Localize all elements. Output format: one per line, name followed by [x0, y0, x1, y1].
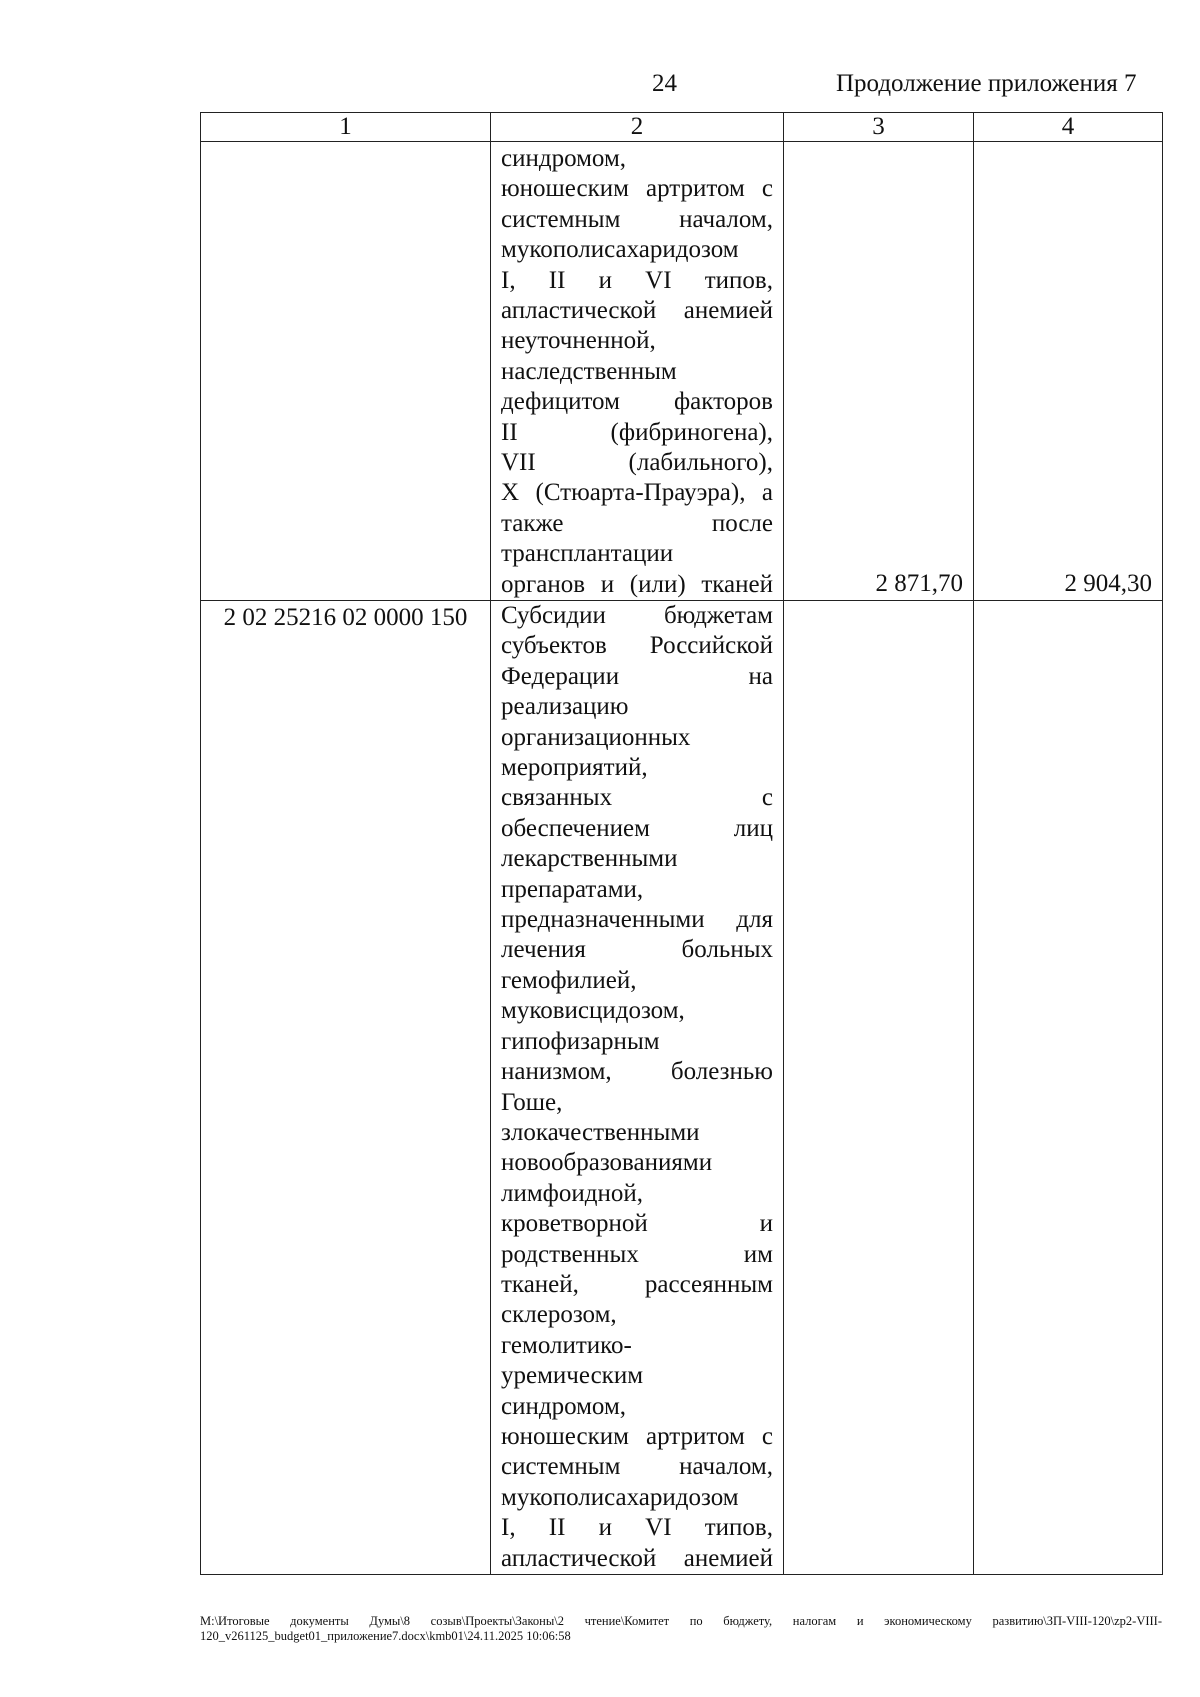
description-line: гемолитико-: [501, 1331, 632, 1359]
table-row: [201, 142, 1163, 601]
description-line: злокачественными: [501, 1118, 700, 1146]
value-2027-cell: [974, 601, 1163, 1575]
description-line: гемофилией,: [501, 966, 637, 994]
column-header: 2: [491, 113, 784, 142]
description-line: апластической анемией: [501, 1544, 773, 1572]
description-line: II (фибриногена),: [501, 418, 773, 446]
budget-code-cell: [201, 142, 491, 601]
description-line: дефицитом факторов: [501, 388, 773, 416]
description-line: также после: [501, 509, 773, 537]
description-line: синдромом,: [501, 1392, 627, 1420]
description-line: тканей, рассеянным: [501, 1270, 773, 1298]
budget-table: [200, 112, 1163, 1575]
description-line: органов и (или) тканей: [501, 570, 773, 598]
column-header: 4: [974, 113, 1163, 142]
description-line: Субсидии бюджетам: [501, 602, 773, 629]
description-line: новообразованиями: [501, 1149, 713, 1177]
description-line: X (Стюарта-Прауэра), а: [501, 479, 773, 507]
table-header-row: [201, 113, 1163, 142]
description-cell: [491, 601, 784, 1575]
document-file-path: M:\Итоговые документы Думы\8 созыв\Проекты\Законы\2 чтение\Комитет по бюджету, налогам и экономическому развитию\ЗП-VIII-120\zp2-VIII-120_v261125_budget01_приложение7.docx\kmb01\24.11.2025 10:06:58: [200, 1614, 1162, 1643]
description-line: трансплантации: [501, 540, 674, 568]
description-line: лимфоидной,: [501, 1179, 643, 1207]
description-line: склерозом,: [501, 1301, 617, 1329]
description-line: I, II и VI типов,: [501, 266, 773, 294]
description-line: нанизмом, болезнью: [501, 1058, 773, 1086]
description-line: обеспечением лиц: [501, 814, 773, 842]
description-line: предназначенными для: [501, 906, 773, 934]
description-line: субъектов Российской: [501, 632, 773, 660]
table-row: [201, 601, 1163, 1575]
description-line: мукополисахаридозом: [501, 236, 739, 264]
description-line: юношеским артритом с: [501, 175, 773, 203]
description-line: связанных с: [501, 784, 773, 812]
description-line: препаратами,: [501, 875, 644, 903]
description-line: лечения больных: [501, 936, 773, 964]
description-line: организационных: [501, 723, 691, 751]
description-line: Федерации на: [501, 662, 773, 690]
description-line: системным началом,: [501, 205, 773, 233]
description-line: синдромом,: [501, 144, 627, 172]
description-line: неуточненной,: [501, 327, 656, 355]
value-2026-cell: 2 871,70: [784, 142, 974, 601]
value-2027-cell: 2 904,30: [974, 142, 1163, 601]
description-line: мероприятий,: [501, 754, 648, 782]
description-line: реализацию: [501, 693, 629, 721]
value-2026-cell: [784, 601, 974, 1575]
description-line: родственных им: [501, 1240, 773, 1268]
budget-code-cell: 2 02 25216 02 0000 150: [201, 601, 491, 1575]
description-line: системным началом,: [501, 1453, 773, 1481]
description-line: муковисцидозом,: [501, 997, 685, 1025]
description-line: наследственным: [501, 357, 677, 385]
description-line: I, II и VI типов,: [501, 1514, 773, 1542]
appendix-continuation-label: Продолжение приложения 7: [836, 70, 1137, 97]
description-cell: [491, 142, 784, 601]
column-header: 1: [201, 113, 491, 142]
column-header: 3: [784, 113, 974, 142]
description-line: гипофизарным: [501, 1027, 660, 1055]
description-line: VII (лабильного),: [501, 448, 773, 476]
description-line: Гоше,: [501, 1088, 563, 1116]
description-line: уремическим: [501, 1362, 644, 1390]
page-number: 24: [652, 70, 677, 97]
description-line: мукополисахаридозом: [501, 1483, 739, 1511]
description-line: лекарственными: [501, 845, 678, 873]
description-line: юношеским артритом с: [501, 1422, 773, 1450]
description-line: кроветворной и: [501, 1210, 773, 1238]
description-line: апластической анемией: [501, 296, 773, 324]
